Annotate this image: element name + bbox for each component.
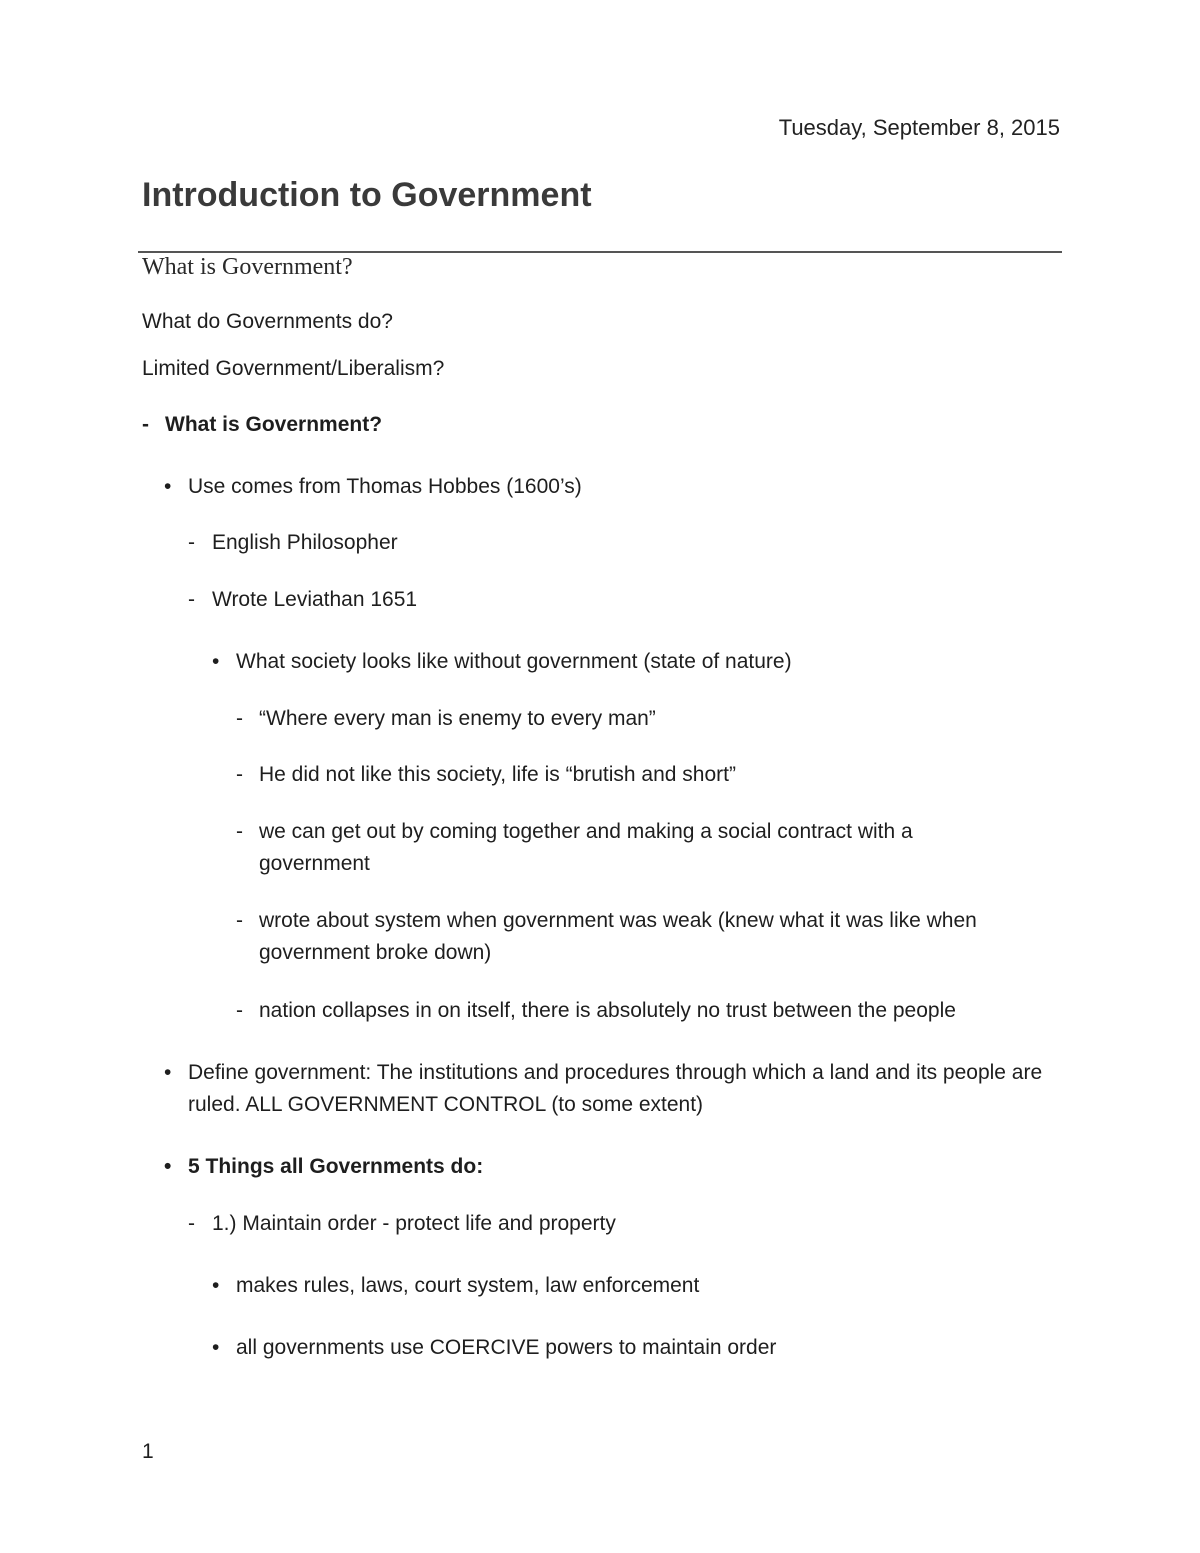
dash-marker: ‐ — [188, 531, 195, 554]
page-number: 1 — [142, 1440, 154, 1463]
list-item-hobbes: Use comes from Thomas Hobbes (1600’s) — [188, 475, 582, 498]
list-item-coercive: all governments use COERCIVE powers to maintain order — [236, 1336, 777, 1359]
list-item-social-contract: we can get out by coming together and making a social contract with a government — [259, 820, 913, 875]
topic-what-governments-do: What do Governments do? — [142, 310, 393, 333]
list-item-state-of-nature: What society looks like without government (state of nature) — [236, 650, 792, 673]
dash-marker: ‐ — [236, 909, 243, 932]
bullet-marker: • — [212, 1336, 220, 1359]
bullet-marker: • — [212, 1274, 220, 1297]
list-item-definition: Define government: The institutions and procedures through which a land and its people are ruled. ALL GOVERNMENT CONTROL (to some extent) — [188, 1061, 1043, 1116]
title-divider — [138, 251, 1062, 253]
list-item-five-things: 5 Things all Governments do: — [188, 1155, 484, 1178]
list-item-rules-laws: makes rules, laws, court system, law enforcement — [236, 1274, 700, 1297]
list-item-maintain-order: 1.) Maintain order - protect life and property — [212, 1212, 616, 1235]
bullet-marker: • — [164, 1155, 172, 1178]
section-heading: What is Government? — [165, 413, 383, 436]
dash-marker: - — [142, 413, 149, 436]
dash-marker: ‐ — [236, 763, 243, 786]
page-title: Introduction to Government — [142, 176, 592, 214]
list-item-no-trust: nation collapses in on itself, there is absolutely no trust between the people — [259, 999, 956, 1022]
list-item-leviathan: Wrote Leviathan 1651 — [212, 588, 418, 611]
date: Tuesday, September 8, 2015 — [778, 115, 1060, 140]
list-item-philosopher: English Philosopher — [212, 531, 398, 554]
list-item-quote: “Where every man is enemy to every man” — [259, 707, 656, 730]
dash-marker: ‐ — [236, 999, 243, 1022]
bullet-marker: • — [164, 1061, 172, 1084]
dash-marker: ‐ — [188, 588, 195, 611]
list-item-brutish: He did not like this society, life is “brutish and short” — [259, 763, 736, 786]
dash-marker: ‐ — [236, 707, 243, 730]
bullet-marker: • — [212, 650, 220, 673]
dash-marker: ‐ — [188, 1212, 195, 1235]
topic-what-is-government: What is Government? — [142, 254, 353, 280]
list-item-weak-government: wrote about system when government was weak (knew what it was like when government broke down) — [259, 909, 977, 964]
topic-limited-government: Limited Government/Liberalism? — [142, 357, 445, 380]
bullet-marker: • — [164, 475, 172, 498]
dash-marker: ‐ — [236, 820, 243, 843]
